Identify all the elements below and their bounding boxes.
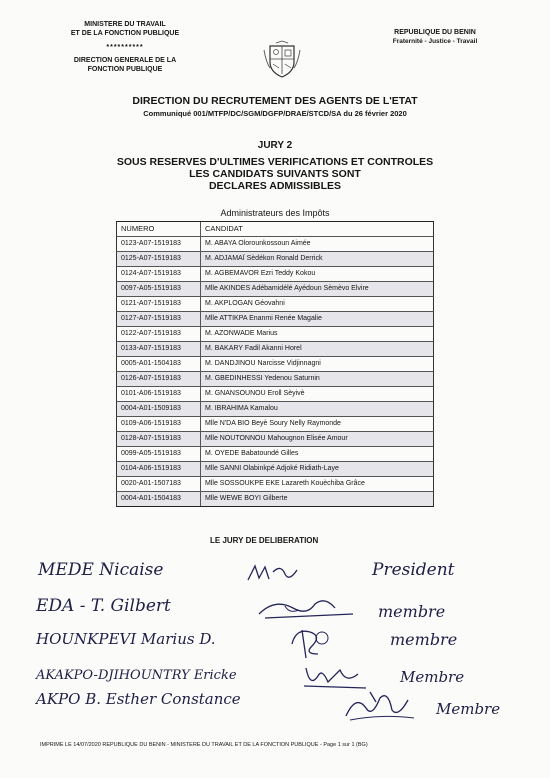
member-role-4: Membre xyxy=(400,668,465,686)
table-header-row xyxy=(116,221,434,237)
signature-3 xyxy=(282,624,342,660)
table-row xyxy=(116,282,434,297)
member-role-5: Membre xyxy=(436,700,501,718)
ministry-name: MINISTERE DU TRAVAIL xyxy=(84,21,166,28)
direction-name: DIRECTION GENERALE DE LA xyxy=(73,57,177,64)
cell-candidat: M. ADJAMAÏ Sèdékon Ronald Derrick xyxy=(205,255,323,262)
table-body xyxy=(116,237,434,507)
cell-numero: 0121-A07-1519183 xyxy=(117,297,201,311)
national-motto: Fraternité - Justice - Travail xyxy=(392,38,478,45)
table-row xyxy=(116,417,434,432)
cell-numero: 0128-A07-1519183 xyxy=(117,432,201,446)
cell-numero: 0004-A01-1509183 xyxy=(117,402,201,416)
cell-candidat: M. DANDJINOU Narcisse Vidjinnagni xyxy=(205,360,321,367)
print-footer: IMPRIME LE 14/07/2020 REPUBLIQUE DU BENIN - MINISTERE DU TRAVAIL ET DE LA FONCTION PUBLIQUE - Page 1 sur 1 (BG) xyxy=(40,742,368,748)
cell-numero: 0122-A07-1519183 xyxy=(117,327,201,341)
cell-numero: 0125-A07-1519183 xyxy=(117,252,201,266)
cell-numero: 0020-A01-1507183 xyxy=(117,477,201,491)
cell-candidat: Mlle SANNI Olabinkpé Adjoké Ridiath-Laye xyxy=(205,465,339,472)
member-role-1: President xyxy=(372,560,455,580)
jury-announcement xyxy=(0,140,550,192)
table-row xyxy=(116,342,434,357)
document-title: DIRECTION DU RECRUTEMENT DES AGENTS DE L'ETAT xyxy=(132,95,418,107)
column-header-numero: NUMERO xyxy=(117,222,201,236)
member-role-3: membre xyxy=(390,630,458,649)
column-header-candidat: CANDIDAT xyxy=(205,224,243,233)
cell-candidat: M. GNANSOUNOU Eroll Sèyivè xyxy=(205,390,305,397)
cell-candidat: M. AGBEMAVOR Ezri Teddy Kokou xyxy=(205,270,316,277)
table-row xyxy=(116,447,434,462)
cell-candidat: Mlle ATTIKPA Enanmi Renée Magalie xyxy=(205,315,322,322)
communique-reference: Communiqué 001/MTFP/DC/SGM/DGFP/DRAE/STCD/SA du 26 février 2020 xyxy=(143,109,407,118)
table-row xyxy=(116,327,434,342)
deliberation-title: LE JURY DE DELIBERATION xyxy=(210,536,319,545)
cell-numero: 0097-A05-1519183 xyxy=(117,282,201,296)
member-name-4: AKAKPO-DJIHOUNTRY Ericke xyxy=(36,668,237,683)
cell-candidat: M. OYEDE Babatoundé Gilles xyxy=(205,450,299,457)
table-caption: Administrateurs des Impôts xyxy=(220,208,330,218)
candidates-table xyxy=(116,221,434,507)
coat-of-arms-icon xyxy=(262,40,302,80)
jury-line-3: DECLARES ADMISSIBLES xyxy=(208,180,342,192)
cell-candidat: Mlle NOUTONNOU Mahougnon Elisée Amour xyxy=(205,435,348,442)
cell-candidat: M. ABAYA Olorounkossoun Aimée xyxy=(205,240,311,247)
cell-numero: 0127-A07-1519183 xyxy=(117,312,201,326)
table-row xyxy=(116,492,434,507)
member-role-2: membre xyxy=(378,602,446,621)
cell-candidat: M. AZONWADE Marius xyxy=(205,330,278,337)
member-name-1: MEDE Nicaise xyxy=(38,560,164,580)
table-row xyxy=(116,372,434,387)
table-row xyxy=(116,462,434,477)
table-row xyxy=(116,387,434,402)
member-name-3: HOUNKPEVI Marius D. xyxy=(36,630,216,648)
cell-candidat: M. AKPLOGAN Géovahni xyxy=(205,300,285,307)
table-row xyxy=(116,252,434,267)
cell-numero: 0126-A07-1519183 xyxy=(117,372,201,386)
table-row xyxy=(116,297,434,312)
member-name-5: AKPO B. Esther Constance xyxy=(36,690,241,708)
table-row xyxy=(116,312,434,327)
cell-numero: 0109-A06-1519183 xyxy=(117,417,201,431)
signature-2 xyxy=(255,594,365,626)
cell-numero: 0124-A07-1519183 xyxy=(117,267,201,281)
table-row xyxy=(116,267,434,282)
jury-line-1: SOUS RESERVES D'ULTIMES VERIFICATIONS ET CONTROLES xyxy=(116,156,434,168)
cell-candidat: M. BAKARY Fadil Akanni Horel xyxy=(205,345,302,352)
header-separator: ********** xyxy=(106,44,144,51)
jury-line-2: LES CANDIDATS SUIVANTS SONT xyxy=(189,168,361,180)
cell-candidat: Mlle N'DA BIO Beyè Soury Nelly Raymonde xyxy=(205,420,341,427)
document-title-block xyxy=(0,95,550,118)
table-row xyxy=(116,477,434,492)
cell-candidat: Mlle WEWE BOYI Gilberte xyxy=(205,495,288,502)
direction-name-line2: FONCTION PUBLIQUE xyxy=(87,66,163,73)
member-name-2: EDA - T. Gilbert xyxy=(36,596,171,616)
cell-numero: 0005-A01-1504183 xyxy=(117,357,201,371)
jury-number: JURY 2 xyxy=(257,140,293,151)
cell-numero: 0133-A07-1519183 xyxy=(117,342,201,356)
table-row xyxy=(116,357,434,372)
cell-numero: 0004-A01-1504183 xyxy=(117,492,201,506)
cell-candidat: M. GBEDINHESSI Yedenou Saturnin xyxy=(205,375,320,382)
cell-candidat: Mlle SOSSOUKPE EKE Lazareth Kouèchiba Grâce xyxy=(205,480,365,487)
cell-candidat: Mlle AKINDES Adébamidélé Ayédoun Sèmèvo Elvire xyxy=(205,285,369,292)
ministry-header xyxy=(40,20,210,74)
cell-numero: 0123-A07-1519183 xyxy=(117,237,201,251)
signature-5 xyxy=(340,688,420,724)
country-name: REPUBLIQUE DU BENIN xyxy=(394,29,476,36)
signature-1 xyxy=(245,562,305,584)
ministry-name-line2: ET DE LA FONCTION PUBLIQUE xyxy=(70,30,180,37)
republic-header xyxy=(360,28,510,46)
cell-numero: 0104-A06-1519183 xyxy=(117,462,201,476)
cell-numero: 0101-A06-1519183 xyxy=(117,387,201,401)
cell-numero: 0099-A05-1519183 xyxy=(117,447,201,461)
table-row xyxy=(116,402,434,417)
cell-candidat: M. IBRAHIMA Kamalou xyxy=(205,405,278,412)
table-row xyxy=(116,432,434,447)
table-row xyxy=(116,237,434,252)
